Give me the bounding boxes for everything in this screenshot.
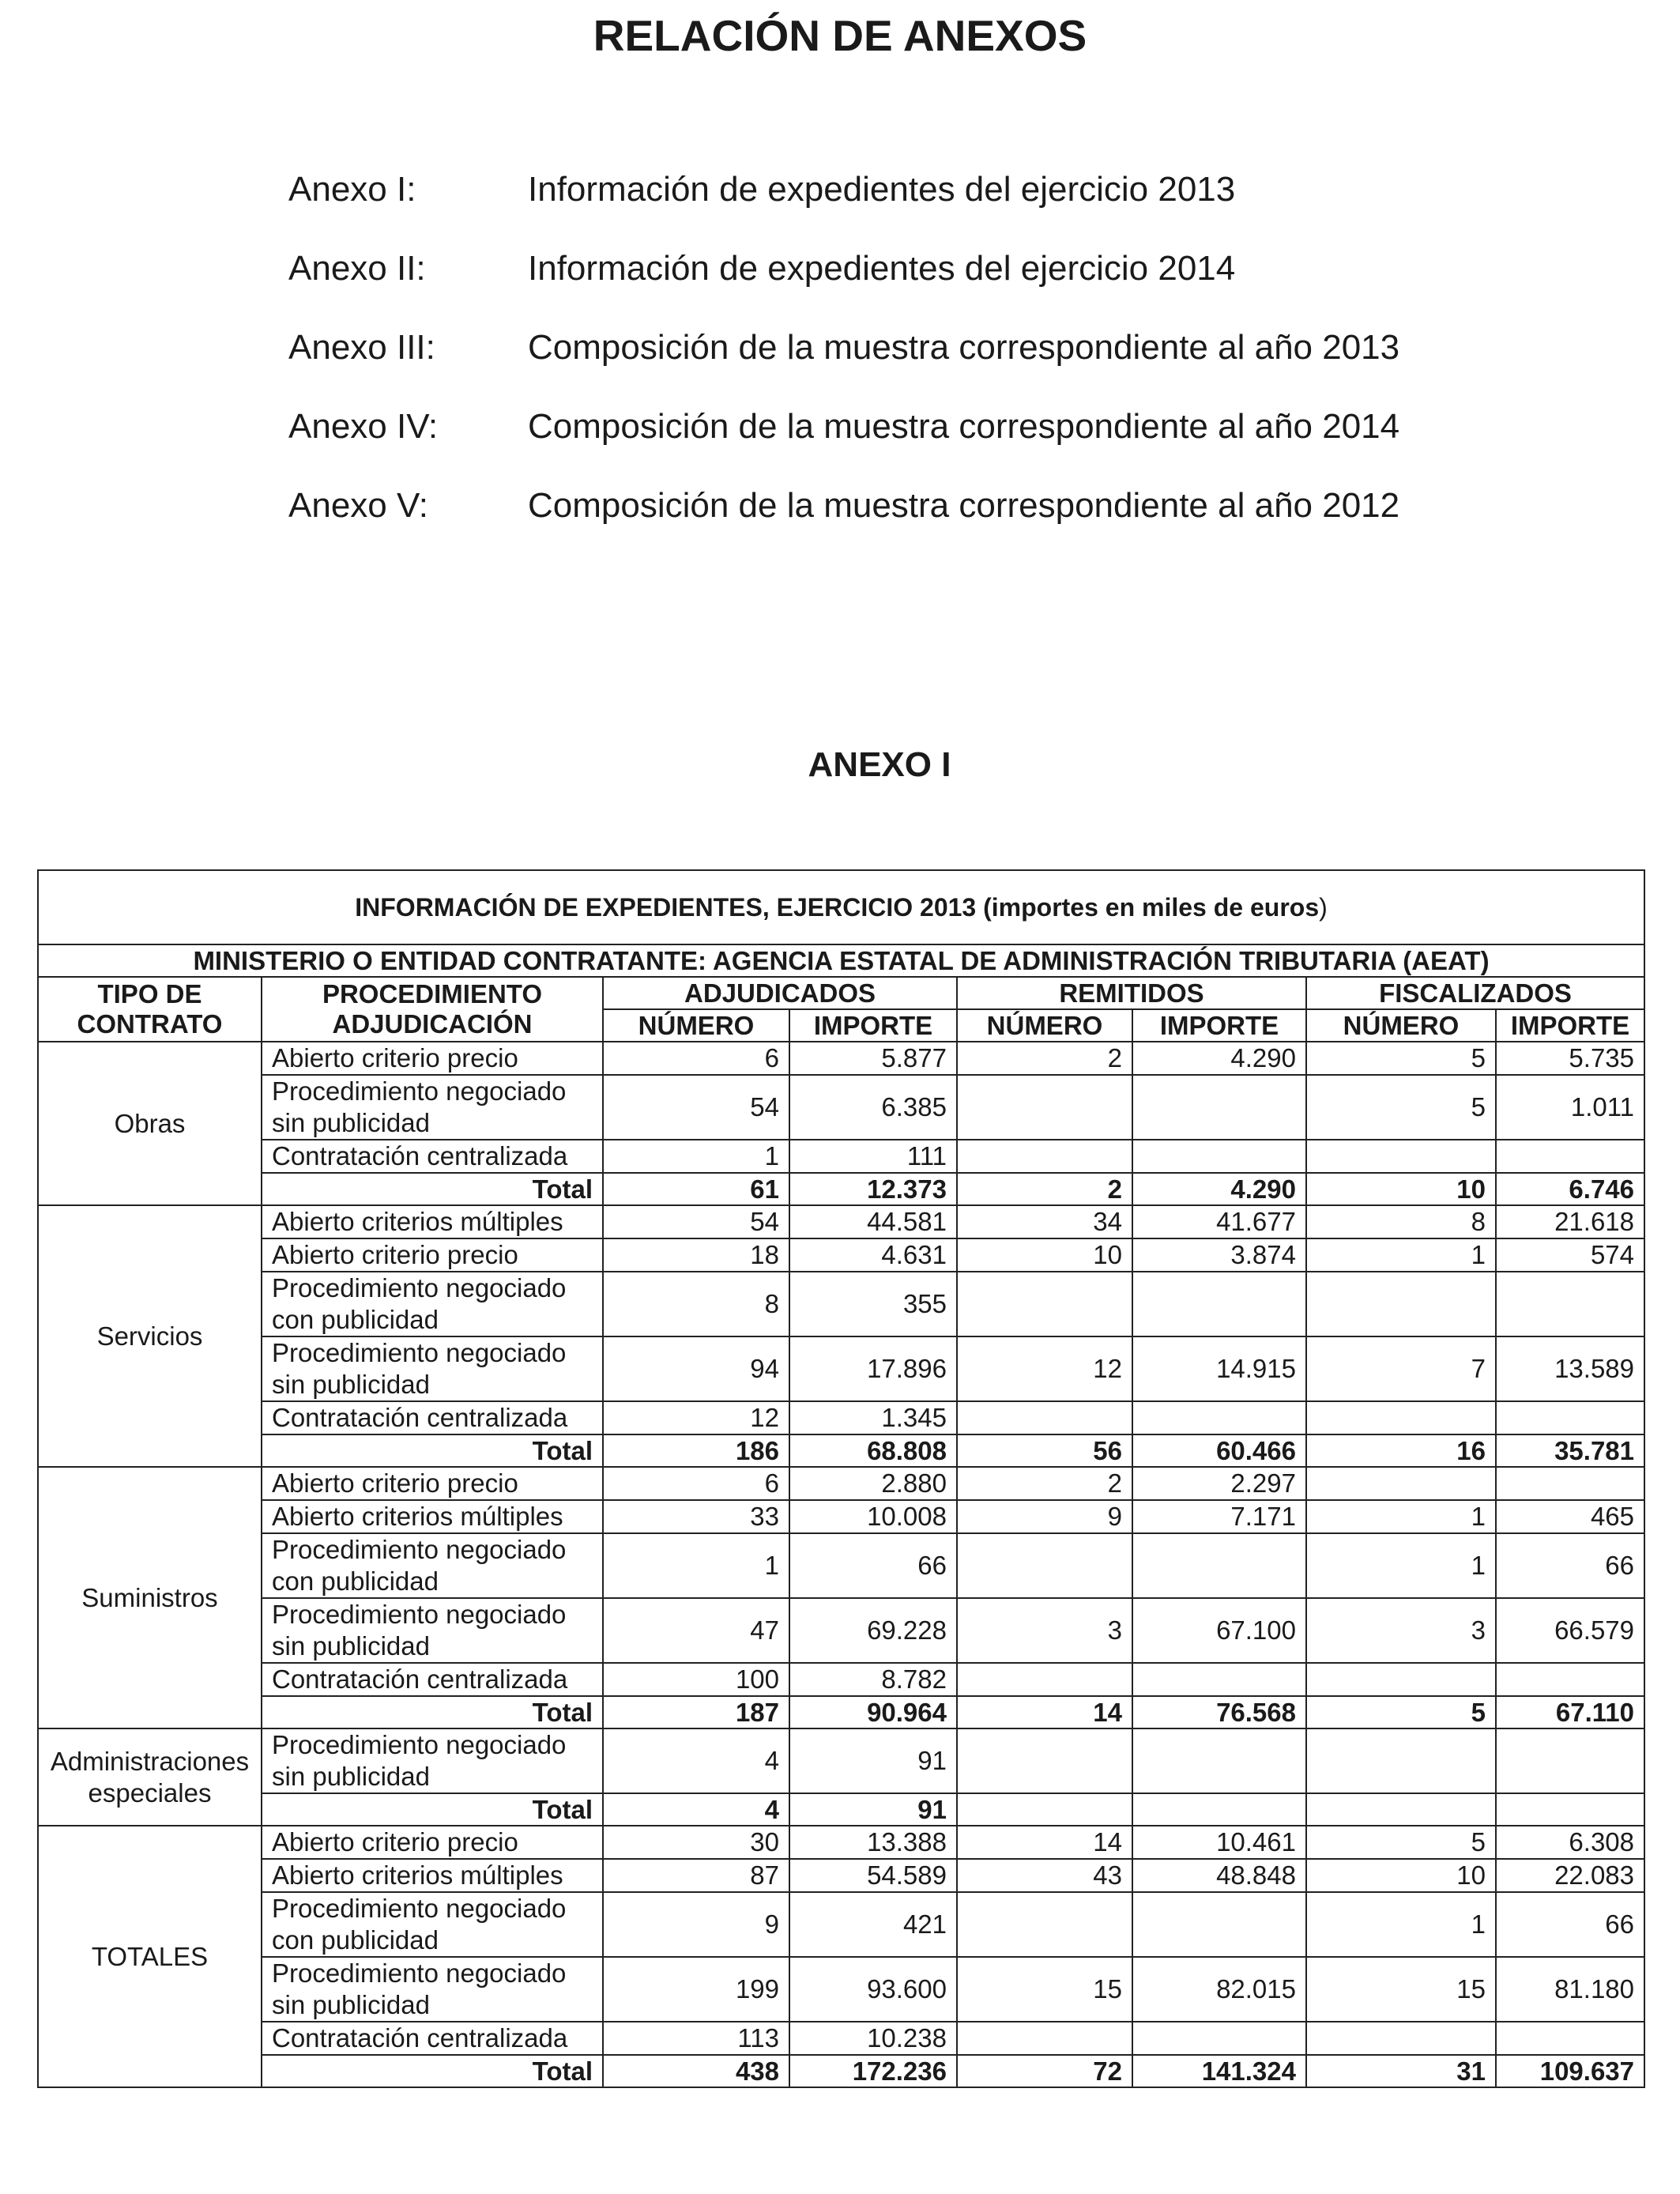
value-cell: 4.290: [1132, 1042, 1306, 1075]
value-cell: 21.618: [1496, 1205, 1644, 1238]
annex-key: Anexo II:: [288, 249, 426, 288]
table-row: [38, 1042, 1644, 1075]
total-value-cell: 90.964: [789, 1696, 957, 1728]
table-row: [38, 1663, 1644, 1696]
total-value-cell: 91: [789, 1793, 957, 1826]
procedimiento-cell: Contratación centralizada: [262, 1663, 603, 1696]
procedimiento-cell: Abierto criterio precio: [262, 1826, 603, 1859]
tipo-contrato-cell: Suministros: [38, 1467, 262, 1728]
total-value-cell: 10: [1306, 1173, 1496, 1205]
total-value-cell: 109.637: [1496, 2055, 1644, 2087]
procedimiento-cell: Procedimiento negociado sin publicidad: [262, 1957, 603, 2022]
procedimiento-cell: Abierto criterio precio: [262, 1238, 603, 1272]
table-row: [38, 1826, 1644, 1859]
value-cell: [957, 1533, 1132, 1598]
value-cell: 13.388: [789, 1826, 957, 1859]
total-label: Total: [262, 1173, 603, 1205]
value-cell: 14: [957, 1826, 1132, 1859]
header-adjudicados: ADJUDICADOS: [603, 977, 957, 1009]
annex-key: Anexo IV:: [288, 407, 439, 446]
value-cell: [1496, 1663, 1644, 1696]
total-value-cell: 31: [1306, 2055, 1496, 2087]
value-cell: [1306, 1467, 1496, 1500]
value-cell: 8: [603, 1272, 789, 1336]
value-cell: 1: [1306, 1533, 1496, 1598]
tipo-contrato-cell: Servicios: [38, 1205, 262, 1467]
total-value-cell: 6.746: [1496, 1173, 1644, 1205]
header-tipo-contrato: [38, 977, 262, 1042]
table-row: [38, 1500, 1644, 1533]
value-cell: 66.579: [1496, 1598, 1644, 1663]
total-value-cell: 12.373: [789, 1173, 957, 1205]
value-cell: 5: [1306, 1075, 1496, 1140]
value-cell: 6: [603, 1467, 789, 1500]
header-importe: IMPORTE: [1496, 1009, 1644, 1042]
value-cell: 8: [1306, 1205, 1496, 1238]
procedimiento-cell: Procedimiento negociado sin publicidad: [262, 1336, 603, 1401]
value-cell: [957, 1728, 1132, 1793]
value-cell: 67.100: [1132, 1598, 1306, 1663]
value-cell: 1: [1306, 1892, 1496, 1957]
total-value-cell: 4.290: [1132, 1173, 1306, 1205]
table-row: [38, 1205, 1644, 1238]
value-cell: 6: [603, 1042, 789, 1075]
table-row: [38, 1336, 1644, 1401]
value-cell: 1.011: [1496, 1075, 1644, 1140]
total-row: [38, 1696, 1644, 1728]
tipo-contrato-cell: TOTALES: [38, 1826, 262, 2087]
document-title: RELACIÓN DE ANEXOS: [593, 11, 1087, 60]
entity-header: MINISTERIO O ENTIDAD CONTRATANTE: AGENCIA ESTATAL DE ADMINISTRACIÓN TRIBUTARIA (AEAT): [38, 944, 1644, 977]
value-cell: 421: [789, 1892, 957, 1957]
total-row: [38, 2055, 1644, 2087]
table-row: [38, 2022, 1644, 2055]
value-cell: 93.600: [789, 1957, 957, 2022]
header-proc-line2: ADJUDICACIÓN: [332, 1009, 533, 1039]
value-cell: 10.461: [1132, 1826, 1306, 1859]
procedimiento-cell: Contratación centralizada: [262, 2022, 603, 2055]
annex-list-item: [288, 387, 1399, 466]
value-cell: 12: [603, 1401, 789, 1434]
value-cell: 91: [789, 1728, 957, 1793]
header-numero: NÚMERO: [957, 1009, 1132, 1042]
total-value-cell: 67.110: [1496, 1696, 1644, 1728]
total-value-cell: [1496, 1793, 1644, 1826]
value-cell: 43: [957, 1859, 1132, 1892]
value-cell: 1.345: [789, 1401, 957, 1434]
table-row: [38, 1859, 1644, 1892]
annex-description: Información de expedientes del ejercicio 2014: [528, 249, 1236, 288]
value-cell: 47: [603, 1598, 789, 1663]
value-cell: 2: [957, 1467, 1132, 1500]
total-label: Total: [262, 1793, 603, 1826]
value-cell: 54: [603, 1075, 789, 1140]
value-cell: [957, 1892, 1132, 1957]
table-row: [38, 1598, 1644, 1663]
table-body: [38, 1042, 1644, 2087]
annex-description: Información de expedientes del ejercicio 2013: [528, 170, 1236, 209]
table-caption-end: ): [1319, 892, 1328, 922]
total-row: [38, 1173, 1644, 1205]
value-cell: 355: [789, 1272, 957, 1336]
total-value-cell: 56: [957, 1434, 1132, 1467]
value-cell: 33: [603, 1500, 789, 1533]
total-value-cell: 141.324: [1132, 2055, 1306, 2087]
total-label: Total: [262, 1434, 603, 1467]
total-value-cell: 4: [603, 1793, 789, 1826]
header-importe: IMPORTE: [789, 1009, 957, 1042]
procedimiento-cell: Abierto criterios múltiples: [262, 1500, 603, 1533]
procedimiento-cell: Abierto criterio precio: [262, 1467, 603, 1500]
value-cell: [1496, 1272, 1644, 1336]
total-value-cell: 172.236: [789, 2055, 957, 2087]
table-row: [38, 1892, 1644, 1957]
total-value-cell: [1132, 1793, 1306, 1826]
annex-key: Anexo V:: [288, 486, 428, 525]
procedimiento-cell: Procedimiento negociado con publicidad: [262, 1272, 603, 1336]
value-cell: 15: [1306, 1957, 1496, 2022]
value-cell: [1132, 1892, 1306, 1957]
value-cell: 100: [603, 1663, 789, 1696]
header-tipo-line1: TIPO DE: [97, 979, 202, 1008]
value-cell: [957, 1663, 1132, 1696]
value-cell: 199: [603, 1957, 789, 2022]
value-cell: 1: [603, 1140, 789, 1173]
value-cell: [1132, 1075, 1306, 1140]
annex-list-item: [288, 229, 1399, 308]
value-cell: 48.848: [1132, 1859, 1306, 1892]
value-cell: [1306, 1140, 1496, 1173]
total-value-cell: 186: [603, 1434, 789, 1467]
value-cell: [1132, 1728, 1306, 1793]
header-proc-line1: PROCEDIMIENTO: [322, 979, 543, 1008]
procedimiento-cell: Procedimiento negociado sin publicidad: [262, 1075, 603, 1140]
procedimiento-cell: Abierto criterios múltiples: [262, 1205, 603, 1238]
value-cell: [1496, 2022, 1644, 2055]
value-cell: 14.915: [1132, 1336, 1306, 1401]
value-cell: 82.015: [1132, 1957, 1306, 2022]
total-value-cell: 61: [603, 1173, 789, 1205]
annex-list-item: [288, 308, 1399, 387]
value-cell: 66: [1496, 1892, 1644, 1957]
value-cell: [1132, 1272, 1306, 1336]
procedimiento-cell: Abierto criterio precio: [262, 1042, 603, 1075]
value-cell: 9: [603, 1892, 789, 1957]
procedimiento-cell: Procedimiento negociado con publicidad: [262, 1892, 603, 1957]
header-importe: IMPORTE: [1132, 1009, 1306, 1042]
tipo-contrato-cell: Administraciones especiales: [38, 1728, 262, 1826]
table-row: [38, 1467, 1644, 1500]
value-cell: 3: [1306, 1598, 1496, 1663]
value-cell: 94: [603, 1336, 789, 1401]
header-remitidos: REMITIDOS: [957, 977, 1306, 1009]
total-value-cell: [1306, 1793, 1496, 1826]
value-cell: 111: [789, 1140, 957, 1173]
value-cell: 5: [1306, 1042, 1496, 1075]
value-cell: 4: [603, 1728, 789, 1793]
value-cell: 9: [957, 1500, 1132, 1533]
total-value-cell: [957, 1793, 1132, 1826]
total-value-cell: 68.808: [789, 1434, 957, 1467]
value-cell: 5.735: [1496, 1042, 1644, 1075]
value-cell: 41.677: [1132, 1205, 1306, 1238]
value-cell: 10: [1306, 1859, 1496, 1892]
header-numero: NÚMERO: [603, 1009, 789, 1042]
total-value-cell: 2: [957, 1173, 1132, 1205]
total-value-cell: 16: [1306, 1434, 1496, 1467]
value-cell: 1: [603, 1533, 789, 1598]
annex-description: Composición de la muestra correspondiente al año 2012: [528, 486, 1400, 525]
value-cell: 10: [957, 1238, 1132, 1272]
total-value-cell: 438: [603, 2055, 789, 2087]
annex-key: Anexo III:: [288, 328, 435, 367]
value-cell: 2.880: [789, 1467, 957, 1500]
table-row: [38, 1533, 1644, 1598]
header-tipo-line2: CONTRATO: [77, 1009, 223, 1039]
value-cell: 10.008: [789, 1500, 957, 1533]
value-cell: 30: [603, 1826, 789, 1859]
annex-list-item: [288, 150, 1399, 229]
value-cell: 18: [603, 1238, 789, 1272]
value-cell: 15: [957, 1957, 1132, 2022]
value-cell: [1306, 1272, 1496, 1336]
table-row: [38, 1401, 1644, 1434]
value-cell: 66: [789, 1533, 957, 1598]
value-cell: 87: [603, 1859, 789, 1892]
value-cell: 6.385: [789, 1075, 957, 1140]
value-cell: 3.874: [1132, 1238, 1306, 1272]
annex-list: [288, 150, 1399, 545]
value-cell: 12: [957, 1336, 1132, 1401]
table-row: [38, 1272, 1644, 1336]
total-value-cell: 14: [957, 1696, 1132, 1728]
value-cell: [1306, 2022, 1496, 2055]
table-row: [38, 1728, 1644, 1793]
total-value-cell: 187: [603, 1696, 789, 1728]
value-cell: 6.308: [1496, 1826, 1644, 1859]
total-value-cell: 60.466: [1132, 1434, 1306, 1467]
value-cell: 54.589: [789, 1859, 957, 1892]
value-cell: 8.782: [789, 1663, 957, 1696]
value-cell: 44.581: [789, 1205, 957, 1238]
value-cell: 113: [603, 2022, 789, 2055]
table-row: [38, 1075, 1644, 1140]
value-cell: [1132, 1140, 1306, 1173]
total-row: [38, 1793, 1644, 1826]
value-cell: 1: [1306, 1238, 1496, 1272]
total-label: Total: [262, 1696, 603, 1728]
annex-key: Anexo I:: [288, 170, 416, 209]
annex-description: Composición de la muestra correspondiente al año 2014: [528, 407, 1400, 446]
value-cell: [1306, 1401, 1496, 1434]
header-procedimiento: [262, 977, 603, 1042]
value-cell: [1496, 1467, 1644, 1500]
value-cell: 81.180: [1496, 1957, 1644, 2022]
table-row: [38, 1957, 1644, 2022]
total-label: Total: [262, 2055, 603, 2087]
procedimiento-cell: Abierto criterios múltiples: [262, 1859, 603, 1892]
procedimiento-cell: Procedimiento negociado sin publicidad: [262, 1728, 603, 1793]
value-cell: [1306, 1663, 1496, 1696]
value-cell: 7: [1306, 1336, 1496, 1401]
annex-description: Composición de la muestra correspondiente al año 2013: [528, 328, 1400, 367]
total-value-cell: 35.781: [1496, 1434, 1644, 1467]
value-cell: 1: [1306, 1500, 1496, 1533]
value-cell: [957, 2022, 1132, 2055]
section-title: ANEXO I: [808, 745, 951, 784]
value-cell: [1496, 1140, 1644, 1173]
value-cell: 5: [1306, 1826, 1496, 1859]
value-cell: 10.238: [789, 2022, 957, 2055]
expedientes-table-container: [37, 869, 1644, 2088]
value-cell: [1306, 1728, 1496, 1793]
value-cell: [1132, 1533, 1306, 1598]
value-cell: 69.228: [789, 1598, 957, 1663]
value-cell: 34: [957, 1205, 1132, 1238]
value-cell: 2: [957, 1042, 1132, 1075]
value-cell: [1496, 1401, 1644, 1434]
value-cell: 66: [1496, 1533, 1644, 1598]
value-cell: 5.877: [789, 1042, 957, 1075]
value-cell: 7.171: [1132, 1500, 1306, 1533]
table-caption-text: INFORMACIÓN DE EXPEDIENTES, EJERCICIO 2013 (importes en miles de euros: [355, 892, 1320, 922]
value-cell: 465: [1496, 1500, 1644, 1533]
total-value-cell: 76.568: [1132, 1696, 1306, 1728]
value-cell: 17.896: [789, 1336, 957, 1401]
value-cell: [957, 1140, 1132, 1173]
procedimiento-cell: Contratación centralizada: [262, 1140, 603, 1173]
value-cell: 2.297: [1132, 1467, 1306, 1500]
procedimiento-cell: Procedimiento negociado sin publicidad: [262, 1598, 603, 1663]
value-cell: 13.589: [1496, 1336, 1644, 1401]
annex-list-item: [288, 466, 1399, 545]
value-cell: [957, 1272, 1132, 1336]
value-cell: [1496, 1728, 1644, 1793]
total-value-cell: 72: [957, 2055, 1132, 2087]
expedientes-table: [37, 869, 1645, 2088]
value-cell: 54: [603, 1205, 789, 1238]
value-cell: 3: [957, 1598, 1132, 1663]
header-numero: NÚMERO: [1306, 1009, 1496, 1042]
table-caption: [38, 870, 1644, 944]
value-cell: [957, 1075, 1132, 1140]
total-value-cell: 5: [1306, 1696, 1496, 1728]
value-cell: [1132, 1401, 1306, 1434]
value-cell: [957, 1401, 1132, 1434]
value-cell: [1132, 2022, 1306, 2055]
value-cell: 4.631: [789, 1238, 957, 1272]
value-cell: 574: [1496, 1238, 1644, 1272]
table-row: [38, 1238, 1644, 1272]
total-row: [38, 1434, 1644, 1467]
tipo-contrato-cell: Obras: [38, 1042, 262, 1205]
procedimiento-cell: Procedimiento negociado con publicidad: [262, 1533, 603, 1598]
table-row: [38, 1140, 1644, 1173]
value-cell: 22.083: [1496, 1859, 1644, 1892]
value-cell: [1132, 1663, 1306, 1696]
header-fiscalizados: FISCALIZADOS: [1306, 977, 1644, 1009]
procedimiento-cell: Contratación centralizada: [262, 1401, 603, 1434]
